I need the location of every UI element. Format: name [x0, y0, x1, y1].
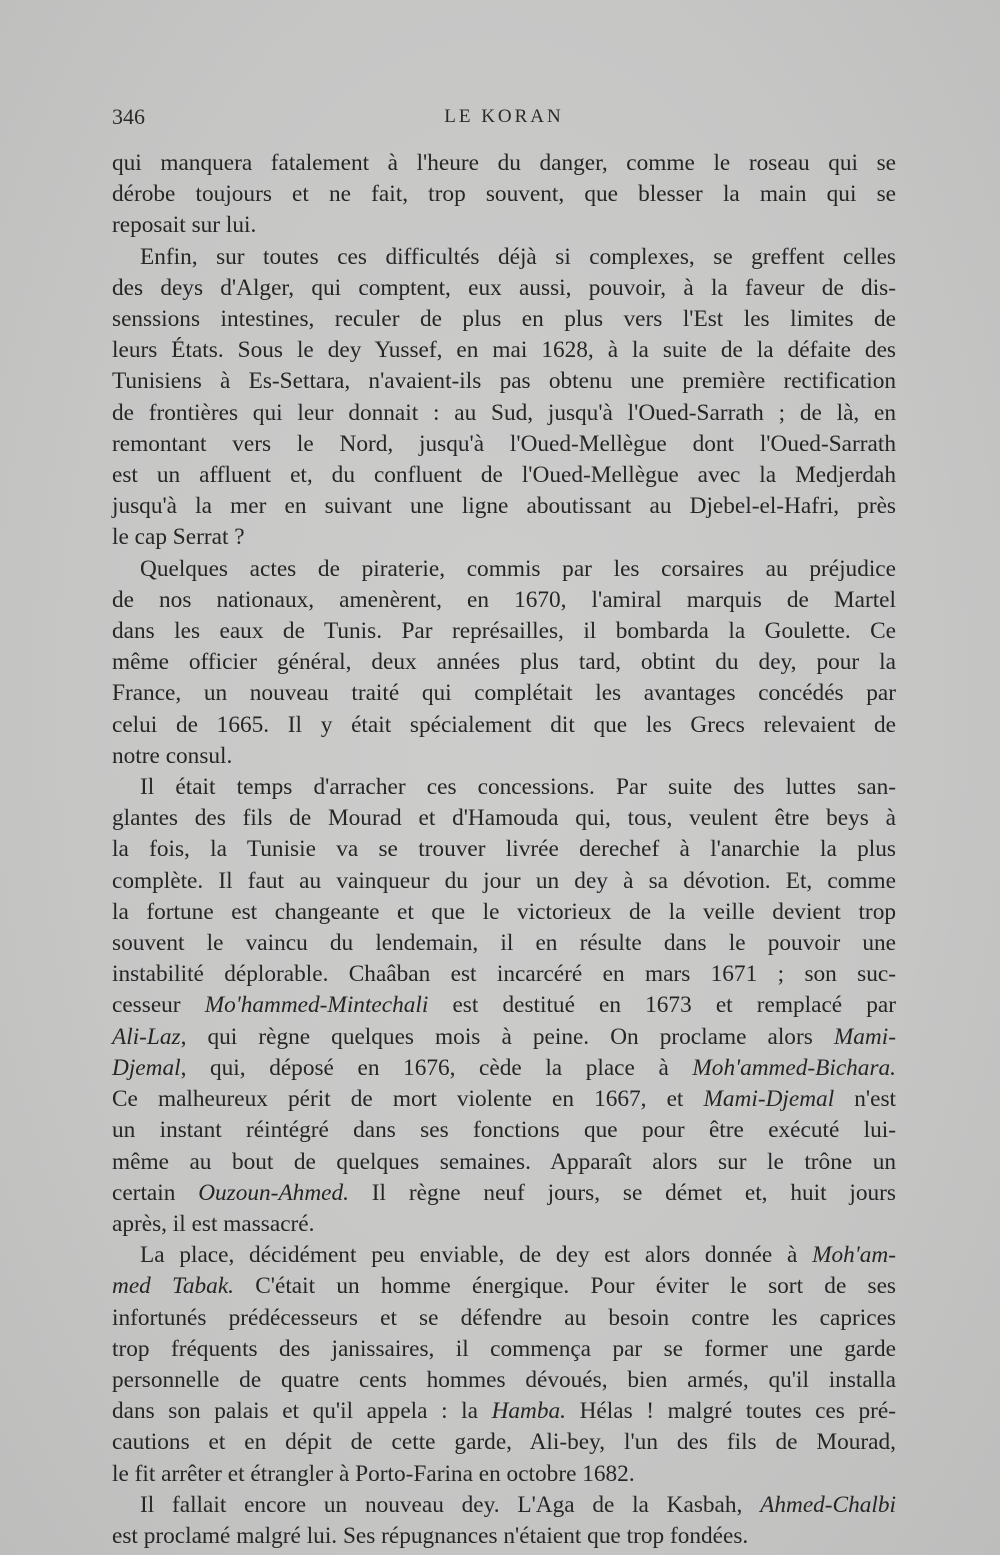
paragraph — [112, 242, 896, 554]
text-line: leurs États. Sous le dey Yussef, en mai 1628, à la suite de la défaite des — [112, 337, 896, 364]
paragraph — [112, 148, 896, 242]
paragraph — [112, 1240, 896, 1490]
page-number: 346 — [112, 104, 145, 129]
text-line: la fortune est changeante et que le victorieux de la veille devient trop — [112, 898, 896, 925]
text-line: complète. Il faut au vainqueur du jour un dey à sa dévotion. Et, comme — [112, 867, 896, 894]
text-line: même au bout de quelques semaines. Apparaît alors sur le trône un — [112, 1148, 896, 1175]
text-line: de nos nationaux, amenèrent, en 1670, l'amiral marquis de Martel — [112, 586, 896, 613]
body-text — [112, 148, 896, 1552]
text-line: infortunés prédécesseurs et se défendre au besoin contre les caprices — [112, 1304, 896, 1331]
text-line: après, il est massacré. — [112, 1210, 315, 1237]
text-line: dans son palais et qu'il appela : la Hamba. Hélas ! malgré toutes ces pré- — [112, 1398, 896, 1425]
text-line: qui manquera fatalement à l'heure du danger, comme le roseau qui se — [112, 150, 896, 176]
text-line: notre consul. — [112, 742, 233, 769]
text-line: de frontières qui leur donnait : au Sud, jusqu'à l'Oued-Sarrath ; de là, en — [112, 399, 896, 426]
text-line: dans les eaux de Tunis. Par représailles, il bombarda la Goulette. Ce — [112, 618, 896, 645]
text-line: personnelle de quatre cents hommes dévoués, bien armés, qu'il installa — [112, 1366, 896, 1393]
text-line: senssions intestines, reculer de plus en plus vers l'Est les limites de — [112, 306, 896, 333]
text-line: Enfin, sur toutes ces difficultés déjà si complexes, se greffent celles — [140, 243, 896, 270]
text-line: est un affluent et, du confluent de l'Oued-Mellègue avec la Medjerdah — [112, 462, 896, 489]
text-line: La place, décidément peu enviable, de dey est alors donnée à Moh'am- — [140, 1242, 896, 1269]
text-line: jusqu'à la mer en suivant une ligne aboutissant au Djebel-el-Hafri, près — [112, 493, 896, 520]
text-line: dérobe toujours et ne fait, trop souvent, que blesser la main qui se — [112, 181, 896, 208]
running-title: LE KORAN — [444, 106, 564, 127]
text-line: glantes des fils de Mourad et d'Hamouda qui, tous, veulent être beys à — [112, 805, 896, 832]
text-line: Ce malheureux périt de mort violente en 1667, et Mami-Djemal n'est — [112, 1086, 896, 1113]
text-line: celui de 1665. Il y était spécialement dit que les Grecs relevaient de — [112, 711, 896, 738]
text-line: Ali-Laz, qui règne quelques mois à peine. On proclame alors Mami- — [112, 1023, 896, 1050]
text-line: Il fallait encore un nouveau dey. L'Aga de la Kasbah, Ahmed-Chalbi — [140, 1491, 896, 1518]
text-line: France, un nouveau traité qui complétait les avantages concédés par — [112, 680, 896, 707]
page-header — [112, 104, 896, 134]
text-line: cesseur Mo'hammed-Mintechali est destitué en 1673 et remplacé par — [112, 992, 896, 1019]
text-line: même officier général, deux années plus tard, obtint du dey, pour la — [112, 649, 896, 676]
paragraph — [112, 554, 896, 772]
paragraph — [112, 772, 896, 1240]
text-line: cautions et en dépit de cette garde, Ali-bey, l'un des fils de Mourad, — [112, 1429, 896, 1456]
text-line: Tunisiens à Es-Settara, n'avaient-ils pas obtenu une première rectification — [112, 368, 896, 395]
text-line: Djemal, qui, déposé en 1676, cède la place à Moh'ammed-Bichara. — [112, 1054, 896, 1081]
text-line: Il était temps d'arracher ces concessions. Par suite des luttes san- — [140, 774, 896, 801]
text-line: un instant réintégré dans ses fonctions que pour être exécuté lui- — [112, 1117, 896, 1144]
text-line: Quelques actes de piraterie, commis par les corsaires au préjudice — [140, 555, 896, 582]
text-line: trop fréquents des janissaires, il commença par se former une garde — [112, 1335, 896, 1362]
paragraph — [112, 1490, 896, 1552]
text-line: certain Ouzoun-Ahmed. Il règne neuf jours, se démet et, huit jours — [112, 1179, 896, 1206]
text-line: la fois, la Tunisie va se trouver livrée derechef à l'anarchie la plus — [112, 836, 896, 863]
text-line: est proclamé malgré lui. Ses répugnances n'étaient que trop fondées. — [112, 1522, 749, 1549]
text-line: instabilité déplorable. Chaâban est incarcéré en mars 1671 ; son suc- — [112, 961, 896, 988]
text-line: des deys d'Alger, qui comptent, eux aussi, pouvoir, à la faveur de dis- — [112, 274, 896, 301]
text-line: le fit arrêter et étrangler à Porto-Farina en octobre 1682. — [112, 1460, 635, 1487]
text-line: med Tabak. C'était un homme énergique. Pour éviter le sort de ses — [112, 1273, 896, 1300]
text-line: reposait sur lui. — [112, 212, 257, 239]
text-line: souvent le vaincu du lendemain, il en résulte dans le pouvoir une — [112, 930, 896, 957]
text-line: le cap Serrat ? — [112, 524, 245, 551]
text-line: remontant vers le Nord, jusqu'à l'Oued-Mellègue dont l'Oued-Sarrath — [112, 430, 896, 457]
